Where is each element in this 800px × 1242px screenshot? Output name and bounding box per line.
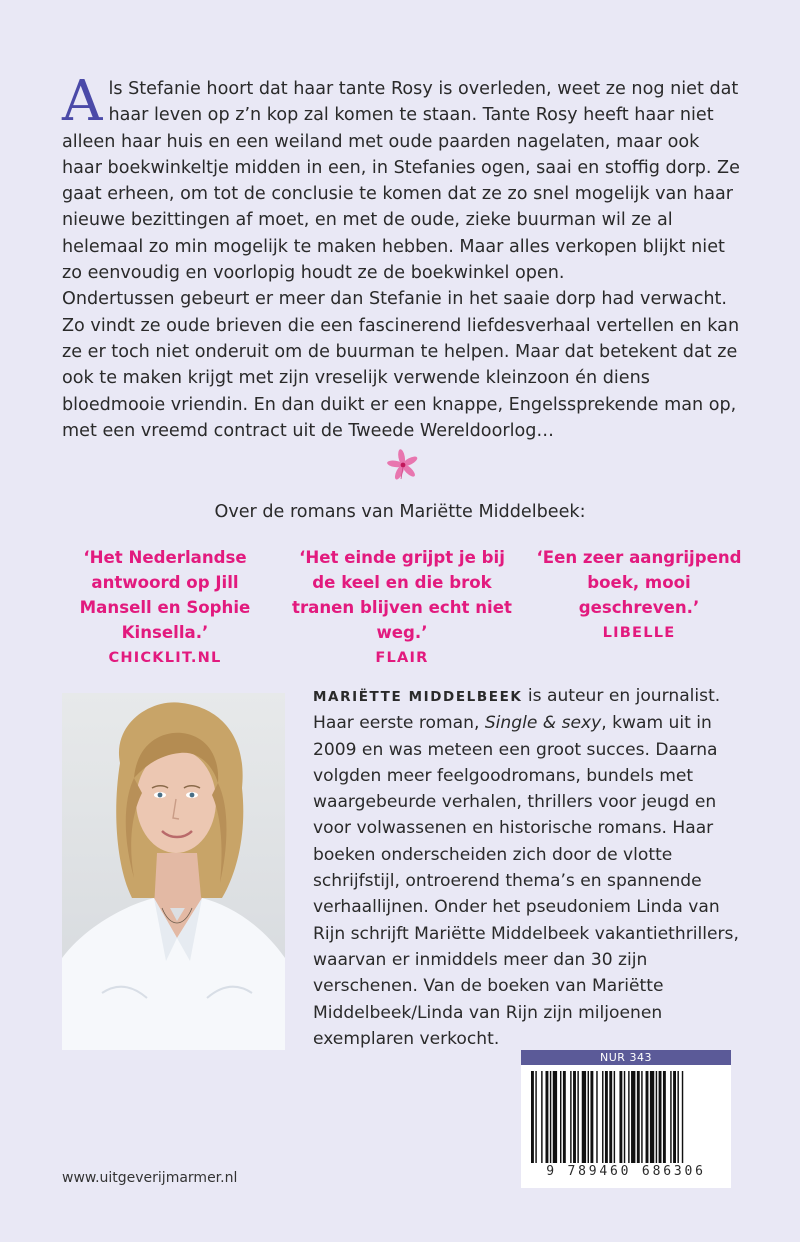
blurb-paragraph-2: Ondertussen gebeurt er meer dan Stefanie in het saaie dorp had verwacht. Zo vindt ze oude brieven die een fascinerend liefdesverhaal vertellen en kan ze er toch niet onderuit om de buurman te helpen. Maar dat betekent dat ze ook te maken krijgt met zijn vreselijk verwende kleinzoon én diens bloedmooie vriendin. En dan duikt er een knappe, Engelssprekende man op, met een vreemd contract uit de Tweede Wereldoorlog… xyxy=(62,289,740,441)
barcode-bar xyxy=(541,1071,542,1163)
publisher-website: www.uitgeverijmarmer.nl xyxy=(62,1170,238,1186)
barcode-bar xyxy=(637,1071,640,1163)
barcode-bar xyxy=(560,1071,561,1163)
bio-rest: , kwam uit in 2009 en was meteen een groot succes. Daarna volgden meer feelgoodromans, bundels met waargebeurde verhalen, thrillers voor jeugd en voor volwassenen en historische romans. Haar boeken onderscheiden zich door de vlotte schrijfstijl, ontroerend thema’s en spannende verhaallijnen. Onder het pseudoniem Linda van Rijn schrijft Mariëtte Middelbeek vakantiethrillers, waarvan er inmiddels meer dan 30 zijn verschenen. Van de boeken van Mariëtte Middelbeek/Linda van Rijn zijn miljoenen exemplaren verkocht. xyxy=(313,713,739,1049)
review-text: ‘Een zeer aangrijpend boek, mooi geschreven.’ xyxy=(536,548,742,617)
barcode-bar xyxy=(628,1071,629,1163)
barcode-bar xyxy=(563,1071,566,1163)
review-source: CHICKLIT.NL xyxy=(108,649,222,666)
review-quote-libelle xyxy=(528,545,750,645)
review-quote-chicklit xyxy=(55,545,275,670)
review-quote-flair xyxy=(287,545,517,670)
flower-icon xyxy=(386,448,420,482)
author-bio xyxy=(313,683,753,1052)
barcode-bar xyxy=(614,1071,615,1163)
barcode-bar xyxy=(570,1071,571,1163)
review-source: FLAIR xyxy=(375,649,429,666)
barcode-bar xyxy=(550,1071,551,1163)
barcode-bar xyxy=(582,1071,586,1163)
barcode-bar xyxy=(673,1071,676,1163)
review-source: LIBELLE xyxy=(602,624,676,641)
barcode-bar xyxy=(619,1071,622,1163)
barcode-bar xyxy=(650,1071,654,1163)
barcode-bar xyxy=(596,1071,597,1163)
author-portrait-drawing xyxy=(62,693,285,1050)
isbn-number: 9 789460 686306 xyxy=(546,1164,706,1179)
bio-intro: is auteur en journalist. Haar eerste roman, xyxy=(313,686,721,734)
barcode-bar xyxy=(677,1071,678,1163)
barcode-bar xyxy=(609,1071,612,1163)
barcode-bar xyxy=(659,1071,662,1163)
nur-code: NUR 343 xyxy=(521,1050,731,1065)
barcode-bar xyxy=(663,1071,666,1163)
barcode-bar xyxy=(641,1071,642,1163)
blurb-paragraph-1-text: ls Stefanie hoort dat haar tante Rosy is overleden, weet ze nog niet dat haar leven op z’n kop zal komen te staan. Tante Rosy heeft haar niet alleen haar huis en een weiland met oude paarden nagelaten, maar ook haar boekwinkeltje midden in een, in Stefanies ogen, saai en stoffig dorp. Ze gaat erheen, om tot de conclusie te komen dat ze zo snel mogelijk van haar nieuwe bezittingen af moet, en met de oude, zieke buurman wil ze al helemaal zo min mogelijk te maken hebben. Maar alles verkopen blijkt niet zo eenvoudig en voorlopig houdt ze de boekwinkel open. xyxy=(62,79,740,284)
barcode-box xyxy=(521,1065,731,1188)
barcode-bar xyxy=(602,1071,603,1163)
barcode-bar xyxy=(553,1071,557,1163)
review-text: ‘Het Nederlandse antwoord op Jill Mansell en Sophie Kinsella.’ xyxy=(79,548,251,642)
author-name: MARIËTTE MIDDELBEEK xyxy=(313,689,523,705)
drop-cap: A xyxy=(62,69,103,134)
barcode-bar xyxy=(631,1071,635,1163)
barcode-bar xyxy=(605,1071,608,1163)
barcode-bar xyxy=(531,1071,534,1163)
barcode-bar xyxy=(670,1071,671,1163)
barcode-bar xyxy=(573,1071,576,1163)
review-text: ‘Het einde grijpt je bij de keel en die brok tranen blijven echt niet weg.’ xyxy=(292,548,512,642)
barcode-bar xyxy=(546,1071,549,1163)
reviews-heading: Over de romans van Mariëtte Middelbeek: xyxy=(214,502,586,522)
barcode-bar xyxy=(646,1071,649,1163)
barcode-bar xyxy=(682,1071,683,1163)
barcode-icon xyxy=(531,1071,721,1163)
barcode-bar xyxy=(624,1071,625,1163)
barcode-bar xyxy=(535,1071,536,1163)
blurb-paragraph-1 xyxy=(62,69,742,286)
barcode-bar xyxy=(656,1071,657,1163)
debut-title: Single & sexy xyxy=(484,713,602,734)
author-portrait xyxy=(62,693,285,1050)
barcode-bar xyxy=(590,1071,593,1163)
barcode-bar xyxy=(588,1071,589,1163)
author-bio-paragraph xyxy=(313,683,753,1052)
barcode-bar xyxy=(577,1071,578,1163)
blurb-text xyxy=(62,69,742,444)
